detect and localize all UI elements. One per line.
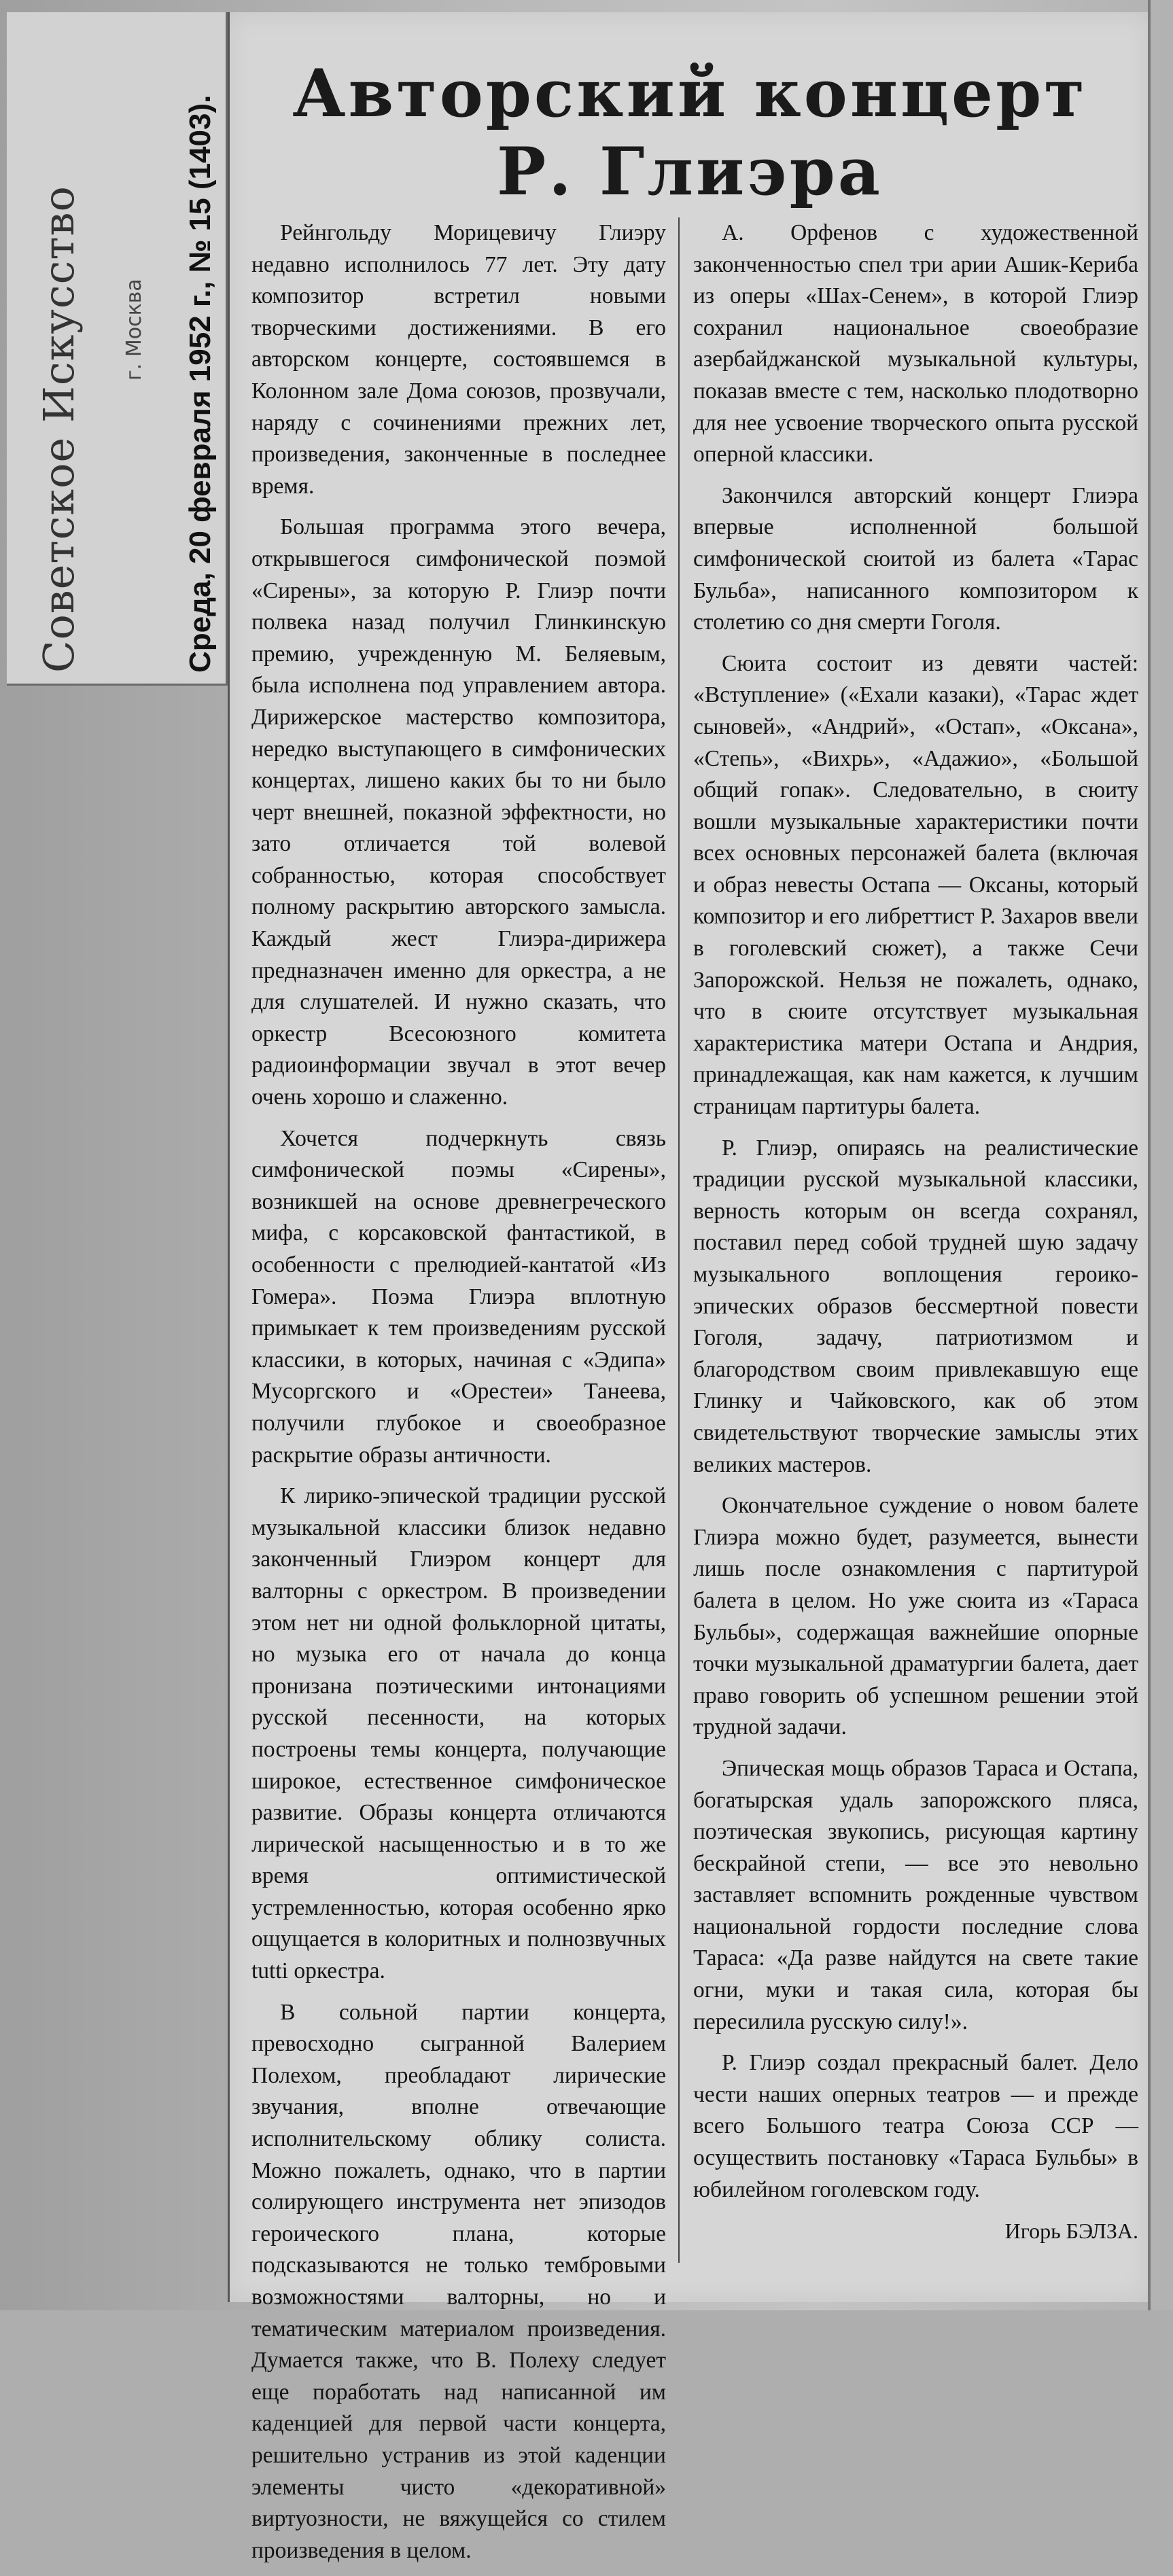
- paragraph: В сольной партии концерта, превосходно сыгранной Валерием Полехом, преобладают лирические звучания, вполне отвечающие исполнительскому облику солиста. Можно пожалеть, однако, что в партии солирующего инструмента нет эпизодов героического плана, которые подсказываются не только тембровыми возможностями валторны, но и тематическим материалом произведения. Думается также, что В. Полеху следует еще поработать над написанной им каденцией для первой части концерта, решительно устранив из этой каденции элементы чисто «декоративной» виртуозности, не вяжущейся со стилем произведения в целом.: [251, 1999, 666, 2563]
- paragraph: Хочется подчеркнуть связь симфонической поэмы «Сирены», возникшей на основе древнегреческого мифа, с корсаковской фантастикой, в особенности с прелюдией-кантатой «Из Гомера». Поэма Глиэра вплотную примыкает к тем произведениям русской классики, в которых, начиная с «Эдипа» Мусоргского и «Орестеи» Танеева, получили глубокое и своеобразное раскрытие образы античности.: [251, 1125, 666, 1468]
- author-signature: Игорь БЭЛЗА.: [1004, 2219, 1138, 2244]
- paragraph: Окончательное суждение о новом балете Глиэра можно будет, разумеется, вынести лишь после ознакомления с партитурой балета в целом. Но уже сюита из «Тараса Бульбы», содержащая важнейшие опорные точки музыкальной драматургии балета, дает право говорить об успешном решении этой трудной задачи.: [693, 1493, 1138, 1740]
- clipping-edge: [228, 12, 230, 2302]
- publication-name: Советское Искусство: [34, 186, 84, 673]
- paragraph: Большая программа этого вечера, открывшегося симфонической поэмой «Сирены», за которую Р. Глиэр почти полвека назад получил Глинкинскую премию, учрежденную М. Беляевым, была исполнена под управлением автора. Дирижерское мастерство композитора, нередко выступающего в симфонических концертах, лишено каких бы то ни было черт внешней, показной эффектности, но зато отличается той волевой собранностью, которая способствует полному раскрытию авторского замысла. Каждый жест Глиэра-дирижера предназначен именно для оркестра, а не для слушателей. И нужно сказать, что оркестр Всесоюзного комитета радиоинформации звучал в этот вечер очень хорошо и слаженно.: [251, 514, 666, 1110]
- article-headline: [231, 54, 1149, 211]
- paragraph: А. Орфенов с художественной законченностью спел три арии Ашик-Кериба из оперы «Шах-Сенем», в которой Глиэр сохранил национальное своеобразие азербайджанской музыкальной культуры, показав вместе с тем, насколько плодотворно для нее усвоение творческого опыта русской оперной классики.: [693, 220, 1138, 467]
- paragraph: Закончился авторский концерт Глиэра впервые исполненной большой симфонической сюитой из балета «Тарас Бульба», написанного композитором к столетию со дня смерти Гоголя.: [693, 482, 1138, 635]
- paragraph: Сюита состоит из девяти частей: «Вступление» («Ехали казаки), «Тарас ждет сыновей», «Андрий», «Остап», «Оксана», «Степь», «Вихрь», «Адажио», «Большой общий гопак». Следовательно, в сюиту вошли музыкальные характеристики почти всех основных персонажей балета (включая и образ невесты Остапа — Оксаны, который композитор и его либреттист Р. Захаров ввели в гоголевский сюжет), а также Сечи Запорожской. Нельзя не пожалеть, однако, что в сюите отсутствует музыкальная характеристика матери Остапа и Андрия, принадлежащая, как нам кажется, к лучшим страницам партитуры балета.: [693, 650, 1138, 1120]
- article-column-right: [693, 217, 1138, 2257]
- paragraph: Р. Глиэр, опираясь на реалистические традиции русской музыкальной классики, верность которым он всегда сохранял, поставил перед собой трудней шую задачу музыкального воплощения героико-эпических образов бессмертной повести Гоголя, задачу, патриотизмом и благородством своим привлекавшую еще Глинку и Чайковского, как об этом свидетельствуют творческие замыслы этих великих мастеров.: [693, 1135, 1138, 1477]
- publication-city: г. Москва: [122, 279, 146, 381]
- paragraph: Р. Глиэр создал прекрасный балет. Дело чести наших оперных театров — и прежде всего Большого театра Союза ССР — осуществить постановку «Тараса Бульбы» в юбилейном гоголевском году.: [693, 2050, 1138, 2202]
- headline-line-2: Р. Глиэра: [497, 133, 883, 210]
- clipping-edge: [1148, 0, 1151, 2310]
- paragraph: Эпическая мощь образов Тараса и Остапа, богатырская удаль запорожского пляса, поэтическая звукопись, рисующая картину бескрайной степи, — все это невольно заставляет вспомнить рожденные чувством национальной гордости последние слова Тараса: «Да разве найдутся на свете такие огни, муки и такая сила, которая бы пересилила русскую силу!».: [693, 1755, 1138, 2034]
- column-divider: [678, 217, 680, 2263]
- paragraph: К лирико-эпической традиции русской музыкальной классики близок недавно законченный Глиэром концерт для валторны с оркестром. В произведении этом нет ни одной фольклорной цитаты, но музыка его от начала до конца пронизана поэтическими интонациями русской песенности, на которых построены темы концерта, получающие широкое, естественное симфоническое развитие. Образы концерта отличаются лирической насыщенностью и в то же время оптимистической устремленностью, которая особенно ярко ощущается в колоритных и полнозвучных tutti оркестра.: [251, 1483, 666, 1984]
- headline-line-1: Авторский концерт: [292, 55, 1087, 132]
- issue-line: Среда, 20 февраля 1952 г., № 15 (1403).: [183, 94, 217, 673]
- paragraph: Рейнгольду Морицевичу Глиэру недавно исполнилось 77 лет. Эту дату композитор встретил новыми творческими достижениями. В его авторском концерте, состоявшемся в Колонном зале Дома союзов, прозвучали, наряду с сочинениями прежних лет, произведения, законченные в последнее время.: [251, 220, 666, 499]
- article-column-left: [251, 217, 666, 2576]
